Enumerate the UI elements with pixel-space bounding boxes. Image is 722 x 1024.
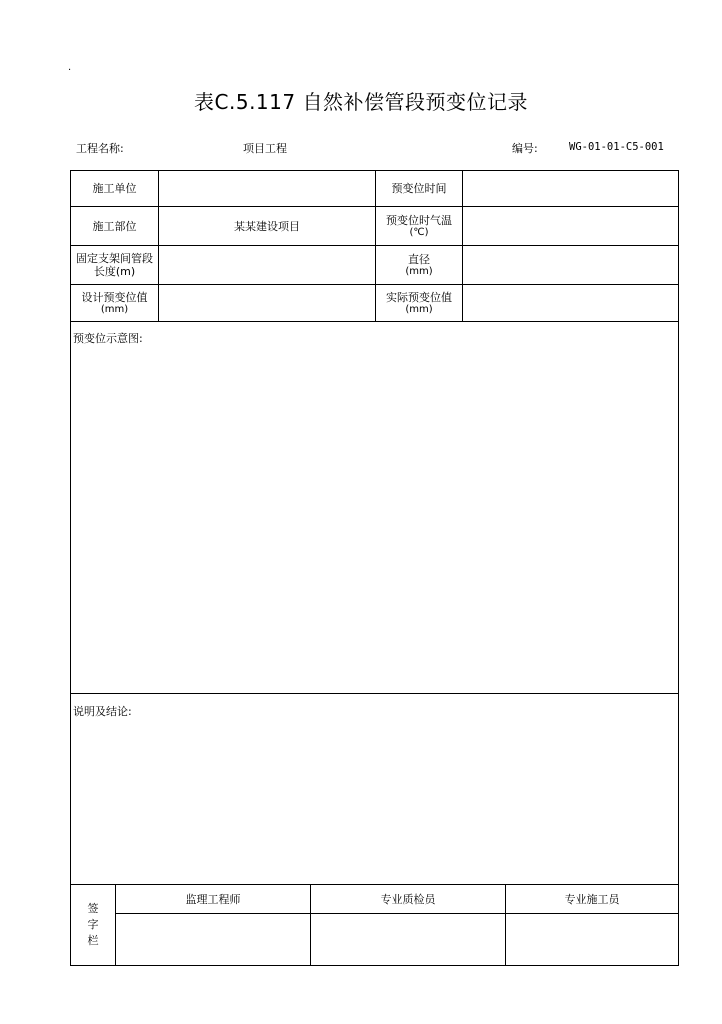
diagram-area[interactable] (71, 345, 678, 692)
diameter-unit: (mm) (405, 266, 433, 277)
segment-length-label: 固定支架间管段 (76, 252, 153, 265)
supervisor-signature-box[interactable] (116, 914, 310, 965)
signature-column-label (71, 885, 115, 965)
design-value-label: 设计预变位值 (81, 291, 148, 304)
constructor-signature-box[interactable] (506, 914, 678, 965)
segment-length-unit: 长度(m) (93, 265, 136, 278)
code-label: 编号: (512, 142, 538, 155)
construction-unit-label: 施工单位 (92, 182, 137, 195)
segment-length-label-cell (71, 246, 158, 284)
stray-mark: . (68, 62, 72, 73)
temperature-label: 预变位时气温 (386, 214, 452, 227)
project-name-label: 工程名称: (76, 142, 124, 155)
temperature-unit: (℃) (409, 227, 429, 238)
design-value-label-cell (71, 285, 158, 321)
signature-char: 字 (87, 918, 99, 931)
constructor-header: 专业施工员 (564, 892, 620, 906)
diameter-label-cell (376, 246, 462, 284)
predeform-time-label: 预变位时间 (391, 182, 447, 195)
diameter-value[interactable] (463, 246, 678, 284)
diagram-label: 预变位示意图: (73, 332, 143, 345)
actual-value-unit: (mm) (405, 304, 433, 315)
actual-value-label-cell (376, 285, 462, 321)
temperature-value[interactable] (463, 207, 678, 245)
conclusion-area[interactable] (71, 718, 678, 883)
construction-part-label: 施工部位 (92, 219, 137, 233)
signature-char: 栏 (87, 934, 99, 947)
actual-value[interactable] (463, 285, 678, 321)
design-value-unit: (mm) (100, 304, 129, 315)
code-value: WG-01-01-C5-001 (569, 141, 664, 153)
row-divider (70, 693, 679, 694)
construction-part-value[interactable]: 某某建设项目 (234, 219, 300, 233)
design-value[interactable] (159, 285, 375, 321)
segment-length-value[interactable] (159, 246, 375, 284)
temperature-label-cell (376, 207, 462, 245)
project-name-value: 项目工程 (243, 142, 287, 155)
row-divider (70, 321, 679, 322)
construction-unit-value[interactable] (159, 171, 375, 206)
predeform-time-value[interactable] (463, 171, 678, 206)
inspector-header: 专业质检员 (380, 892, 436, 906)
signature-char: 签 (87, 902, 99, 915)
supervisor-header: 监理工程师 (185, 892, 241, 906)
actual-value-label: 实际预变位值 (386, 291, 452, 304)
inspector-signature-box[interactable] (311, 914, 505, 965)
conclusion-label: 说明及结论: (73, 705, 132, 718)
page-title: 表C.5.117 自然补偿管段预变位记录 (194, 90, 528, 114)
diameter-label: 直径 (408, 253, 430, 266)
